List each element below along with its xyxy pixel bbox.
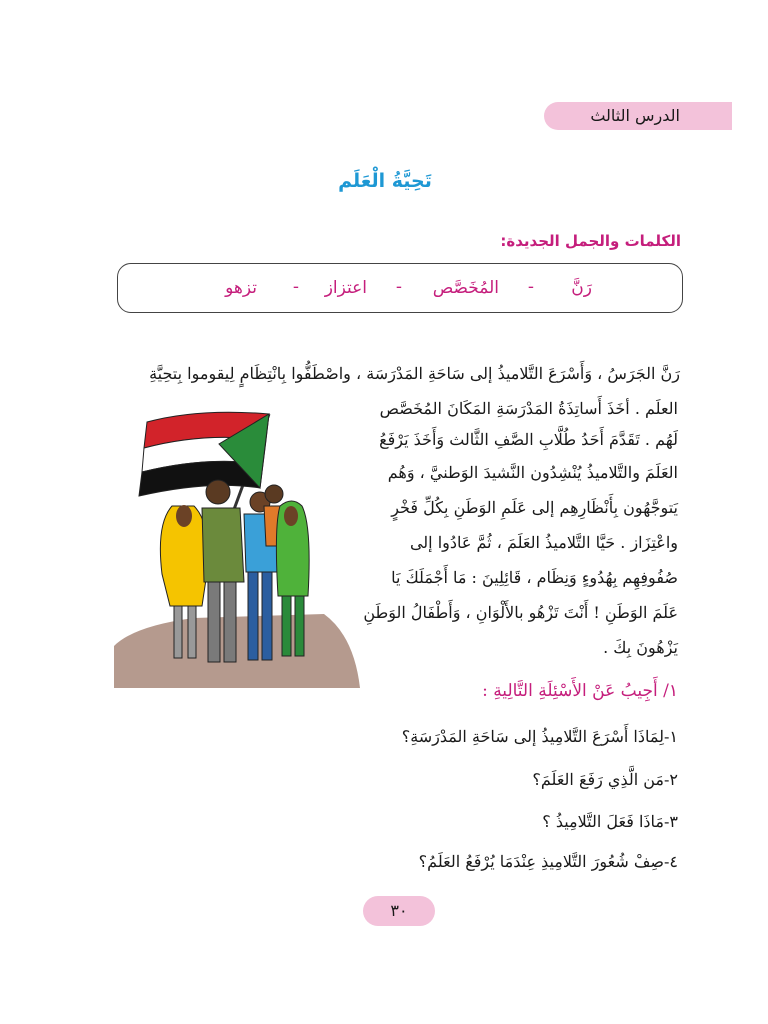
passage-line: يَزْهُونَ بِكَ . [603,638,678,657]
passage-line: رَنَّ الجَرَسُ ، وَأَسْرَعَ التَّلاميذُ إلى سَاحَةِ المَدْرَسَة ، واصْطَفُّوا بِانْتِظَامٍ لِيقوموا بِتحِيَّةِ [149,364,680,383]
sudan-flag-icon [139,412,269,496]
word-separator: - [527,277,534,297]
new-word: تزهو [225,278,257,298]
flag-illustration [114,396,364,688]
passage-line: العَلَمَ والتَّلاميذُ يُنْشِدُون النَّشيدَ الوَطنيَّ ، وَهُم [387,463,678,482]
new-word: المُخَصَّص [432,278,499,298]
lesson-label: الدرس الثالث [544,102,732,130]
new-words-box [117,263,683,313]
question: ٤-صِفْ شُعُورَ التَّلامِيذِ عِنْدَمَا يُرْفَعُ العَلَمُ؟ [418,852,678,871]
new-words-heading: الكلمات والجمل الجديدة: [500,232,681,250]
passage-line: صُفُوفِهِم بِهُدُوءٍ وَنِظَام ، قَائِلِينَ : مَا أَجْمَلَكَ يَا [391,568,678,587]
passage-line: واعْتِزَاز . حَيَّا التَّلاميذُ العَلَمَ ، ثُمَّ عَادُوا إلى [409,533,678,552]
question: ١-لِمَاذَا أَسْرَعَ التَّلامِيذُ إلى سَاحَةِ المَدْرَسَةِ؟ [401,727,678,746]
word-separator: - [395,277,402,297]
page-number: ٣٠ [363,896,435,926]
word-separator: - [292,277,299,297]
question: ٣-مَاذَا فَعَلَ التَّلامِيذُ ؟ [542,812,678,831]
passage-line: لَهُم . تَقَدَّمَ أَحَدُ طُلَّابِ الصَّفِ الثَّالث وَأَخَذَ يَرْفَعُ [379,430,678,449]
questions-heading: ١/ أَجِيبُ عَنْ الأَسْئِلَةِ التَّالِيةِ : [482,681,678,701]
passage-line: عَلَمَ الوَطَنِ ! أَنْتَ تَزْهُو بالأَلْوَانِ ، وَأَطْفَالُ الوَطَنِ [363,603,678,622]
lesson-title: تَحِيَّةُ الْعَلَم [338,170,432,192]
question: ٢-مَن الَّذِي رَفَعَ العَلَمَ؟ [532,770,678,789]
passage-line: يَتوجَّهُون بِأَنْظَارِهِم إلى عَلَمِ الوَطَنِ بِكُلِّ فَخْرٍ [391,498,678,517]
new-word: رَنَّ [571,278,592,298]
new-word: اعتزاز [324,278,367,298]
passage-line: العلَم . أخَذَ أَساتِذَةُ المَدْرَسَةِ المَكَانَ المُخَصَّص [379,399,678,418]
